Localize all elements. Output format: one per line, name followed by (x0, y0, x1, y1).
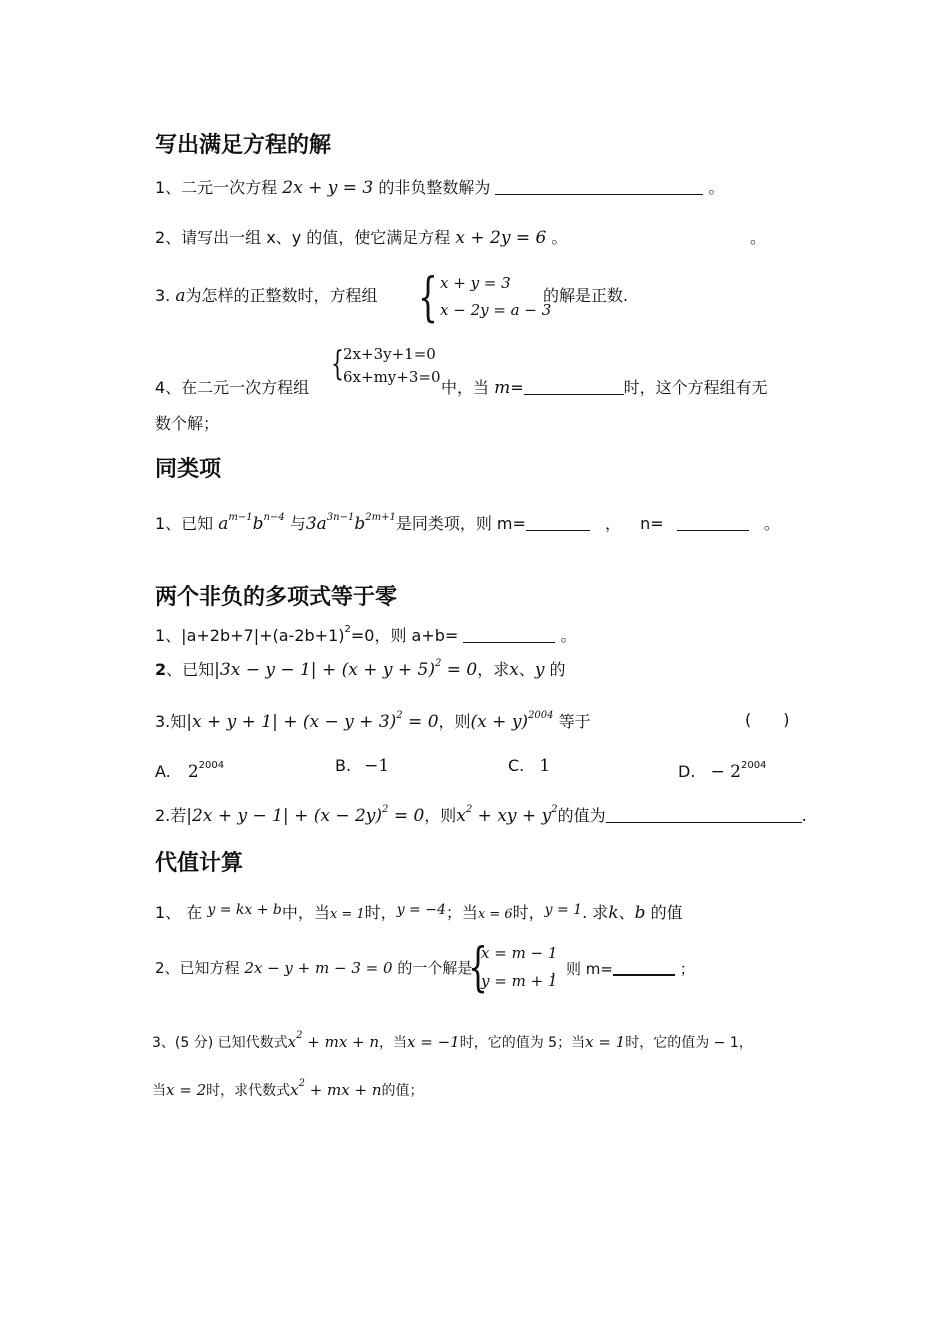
equation: |2x + y − 1| + (x − 2y) (186, 806, 383, 826)
question-text: 时，它的值为 − 1， (625, 1035, 753, 1051)
condition: x = 1 (585, 1033, 626, 1051)
answer-blank[interactable] (606, 806, 802, 823)
question-4 (155, 800, 807, 826)
equation: y = kx + b (207, 902, 282, 918)
question-text: 的解是正数. (543, 286, 629, 305)
question-3 (155, 706, 591, 732)
expression: + mx + n (304, 1081, 382, 1099)
answer-blank[interactable] (463, 626, 555, 643)
question-1 (155, 620, 577, 646)
answer-blank[interactable] (613, 958, 675, 976)
question-number: 3. (155, 286, 171, 305)
question-text: 时，这个方程组有无 (623, 378, 768, 397)
answer-blank[interactable] (524, 378, 624, 395)
answer-blank[interactable] (495, 178, 703, 195)
variable: k (608, 903, 619, 923)
question-2-cont (551, 958, 695, 979)
question-text: 1、已知 (155, 514, 214, 533)
option-a[interactable] (155, 756, 224, 782)
condition: x = 2 (166, 1081, 207, 1099)
question-3-cont (152, 1074, 424, 1101)
punctuation: 、 (618, 903, 635, 922)
question-2 (155, 654, 566, 680)
exponent: 2 (298, 1078, 305, 1089)
question-text: ，求 (477, 660, 510, 679)
section-title: 代值计算 (155, 851, 244, 876)
condition: y = 1 (544, 902, 583, 918)
question-text: 时， (364, 903, 397, 922)
question-text: 3、(5 分) 已知代数式 (152, 1035, 288, 1051)
exponent: 2m+1 (365, 512, 396, 523)
question-text: 为怎样的正整数时，方程组 (185, 286, 378, 305)
system-line: 2x+3y+1=0 (343, 345, 436, 363)
punctuation: 。 (560, 626, 577, 645)
exponent: 3n−1 (326, 512, 355, 523)
option-value: − 2 (710, 762, 741, 782)
answer-blank-m[interactable] (526, 514, 590, 531)
condition: x = 6 (477, 907, 513, 922)
question-text: 时，求代数式 (206, 1083, 291, 1099)
condition: x = −1 (407, 1033, 460, 1051)
option-label: B. (335, 756, 352, 775)
option-d[interactable] (678, 756, 766, 782)
option-c[interactable] (508, 756, 550, 776)
exponent: 2004 (528, 710, 554, 721)
question-text: 3.知 (155, 712, 187, 731)
punctuation: . (801, 806, 807, 825)
equals-sign: = (510, 378, 524, 397)
equation: x + 2y = 6 (455, 228, 547, 248)
question-text: 4、在二元一次方程组 (155, 378, 310, 397)
question-text: 与 (289, 514, 306, 533)
punctuation: ， (605, 514, 622, 533)
equation: |3x − y − 1| + (x + y + 5) (214, 660, 435, 680)
brace: { (468, 938, 488, 998)
question-text: ，则 m= (551, 960, 613, 978)
equation: |x + y + 1| + (x − y + 3) (186, 712, 397, 732)
punctuation: 。 (551, 228, 568, 247)
equation: = 0 (441, 660, 478, 680)
question-text: ，则 (438, 712, 471, 731)
option-label: D. (678, 762, 696, 781)
question-text: 2、已知方程 (155, 959, 240, 977)
question-text: . 求 (582, 903, 609, 922)
question-text: 中，当 (281, 903, 330, 922)
question-text: 是同类项，则 m= (395, 514, 526, 533)
question-text: 2、请写出一组 x、y 的值，使它满足方程 (155, 228, 451, 247)
question-2 (155, 228, 567, 248)
expression: x (456, 806, 466, 826)
exponent: 2 (296, 1030, 303, 1041)
option-label: C. (508, 756, 525, 775)
condition: x = 1 (329, 907, 365, 922)
variable: x (509, 660, 519, 680)
system-line: 6x+my+3=0 (343, 368, 441, 386)
question-1 (155, 900, 683, 925)
exponent: 2004 (198, 760, 225, 771)
variable: a (175, 286, 186, 306)
question-1 (155, 178, 725, 198)
punctuation: 。 (708, 178, 725, 197)
system-line: x = m − 1 (481, 944, 558, 962)
question-3 (155, 286, 378, 306)
question-text: 2.若 (155, 806, 187, 825)
monomial-b: b (252, 514, 264, 534)
expression: + mx + n (302, 1033, 380, 1051)
question-text: ，则 (424, 806, 457, 825)
option-b[interactable] (335, 756, 389, 776)
option-value: 1 (539, 756, 551, 776)
question-text: 中，当 (441, 378, 490, 397)
variable: b (634, 903, 646, 923)
question-text: 当 (152, 1083, 166, 1099)
variable: m (494, 378, 511, 398)
punctuation: 。 (763, 514, 780, 533)
question-4-cont (441, 378, 768, 398)
exponent: 2 (465, 804, 473, 815)
system-line: y = m + 1 (481, 972, 558, 990)
question-text: 等于 (558, 712, 591, 731)
question-text: ；当 (445, 903, 478, 922)
section-title: 两个非负的多项式等于零 (155, 585, 398, 610)
variable: y (534, 660, 545, 680)
question-2 (155, 958, 472, 978)
exponent: 2 (382, 804, 389, 815)
question-4 (155, 378, 309, 398)
question-text: ，当 (379, 1035, 408, 1051)
question-text: n= (640, 514, 664, 533)
question-text: 的一个解是 (397, 959, 473, 977)
exponent: m−1 (228, 512, 253, 523)
section-title: 同类项 (155, 457, 222, 482)
brace: { (331, 344, 344, 384)
question-text: 的值； (381, 1083, 424, 1099)
condition: y = −4 (396, 902, 446, 918)
question-text: 时，它的值为 5；当 (459, 1035, 586, 1051)
question-text: 1、 在 (155, 903, 203, 922)
punctuation: 、 (518, 660, 535, 679)
option-label: A. (155, 762, 171, 781)
punctuation: 。 (750, 228, 767, 247)
question-text: 的值 (650, 903, 683, 922)
question-text: 的值为 (557, 806, 606, 825)
brace: { (418, 268, 438, 328)
option-value: 2 (187, 762, 199, 782)
question-text: =0，则 a+b= (350, 626, 459, 645)
exponent: 2004 (740, 760, 767, 771)
question-1 (155, 508, 780, 534)
equation: = 0 (402, 712, 439, 732)
exponent: 2 (396, 710, 403, 721)
question-text: 、已知 (166, 660, 215, 679)
expression: + xy + y (472, 806, 552, 826)
section-title: 写出满足方程的解 (155, 133, 332, 158)
equation: 2x + y = 3 (282, 178, 374, 198)
equation: 2x − y + m − 3 = 0 (244, 959, 393, 977)
question-text: 的 (549, 660, 566, 679)
exponent: n−4 (263, 512, 285, 523)
system-line: x + y = 3 (440, 274, 511, 292)
expression: x (287, 1033, 297, 1051)
equation: = 0 (388, 806, 425, 826)
question-text: 数个解； (155, 414, 220, 433)
option-value: −1 (364, 756, 390, 776)
question-text: 1、二元一次方程 (155, 178, 278, 197)
question-text: 的非负整数解为 (378, 178, 491, 197)
exponent: 2 (344, 624, 351, 635)
exponent: 2 (434, 658, 442, 669)
power-expression: (x + y) (470, 712, 529, 732)
monomial-c: 3a (305, 514, 327, 534)
question-text: 1、|a+2b+7|+(a-2b+1) (155, 626, 345, 645)
question-text: 时， (512, 903, 545, 922)
question-3 (152, 1026, 753, 1053)
system-line: x − 2y = a − 3 (440, 301, 552, 319)
answer-blank-n[interactable] (677, 514, 749, 531)
expression: x (290, 1081, 299, 1099)
answer-parentheses[interactable]: ( ) (745, 710, 790, 729)
exponent: 2 (551, 804, 558, 815)
punctuation: ； (679, 960, 695, 978)
monomial-d: b (354, 514, 366, 534)
monomial-a: a (218, 514, 229, 534)
question-number: 2 (155, 660, 167, 679)
